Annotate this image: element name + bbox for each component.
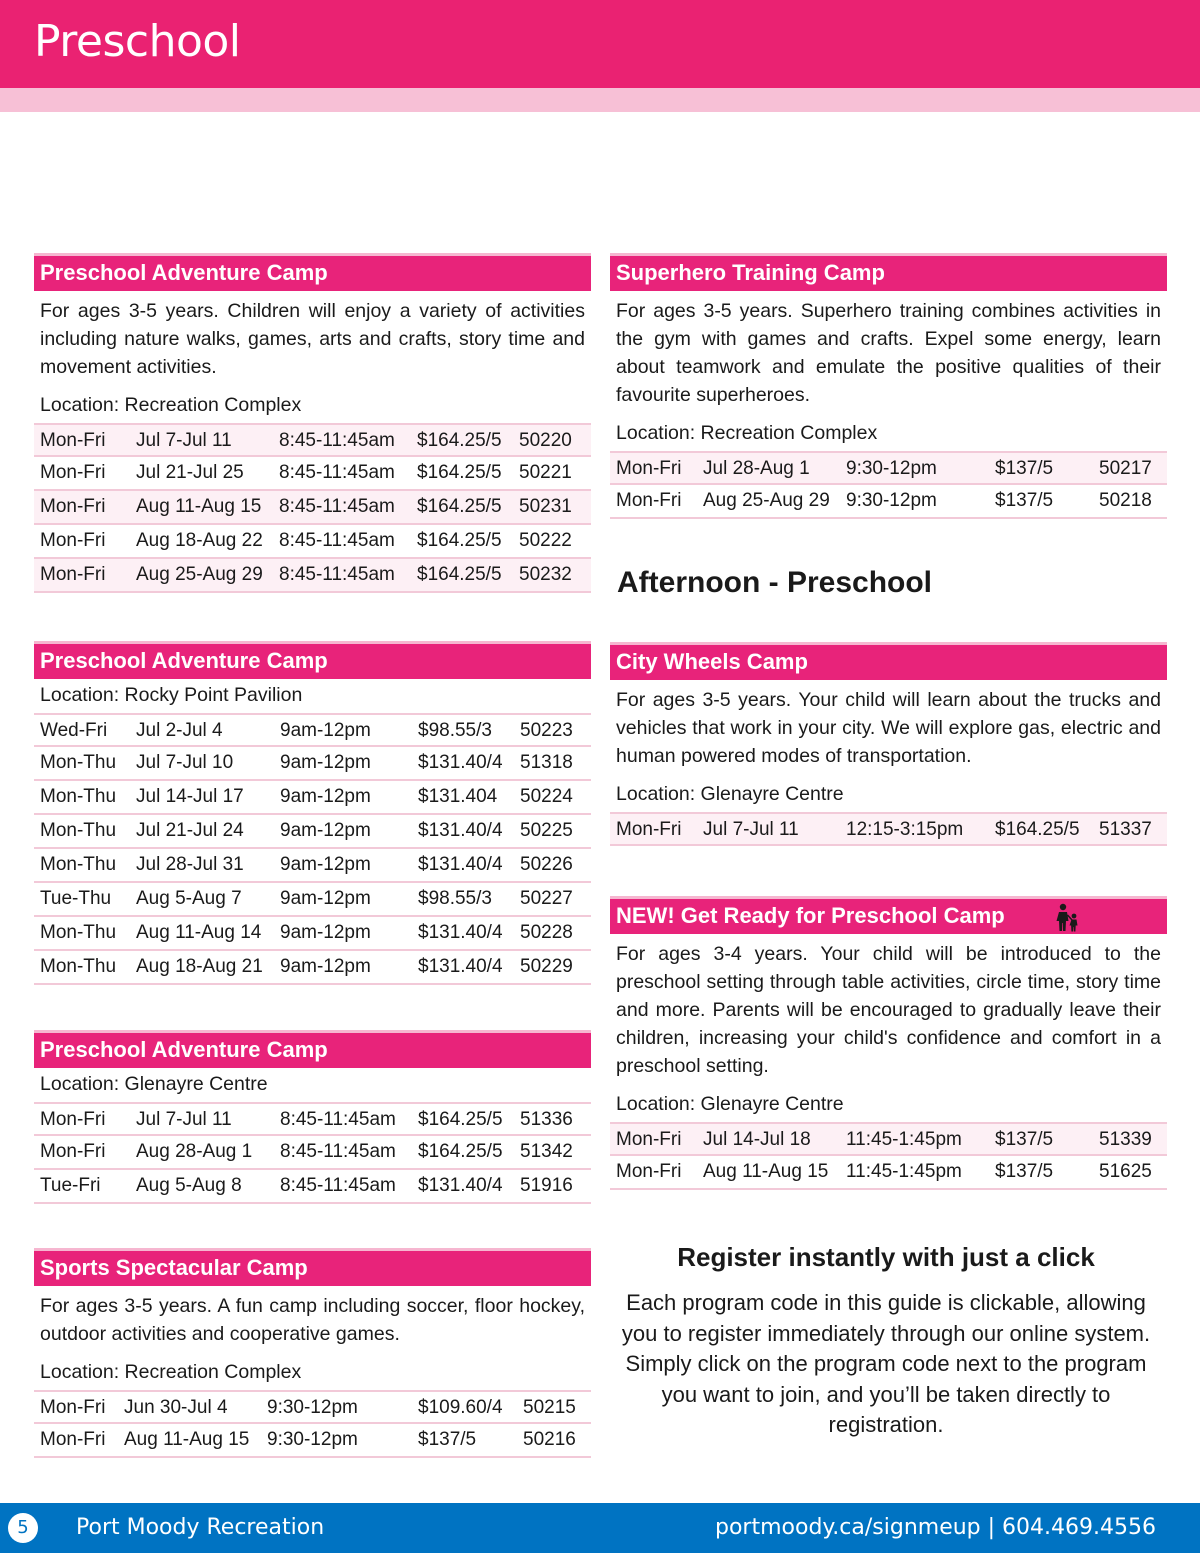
days-cell: Mon-Thu [40,820,117,841]
program-code-link[interactable]: 50232 [519,564,572,585]
days-cell: Mon-Thu [40,786,117,807]
days-cell: Mon-Fri [616,819,682,840]
program-code-link[interactable]: 50220 [519,430,572,451]
camp-preschool-adventure-rocky-point [34,641,591,985]
camp-description: For ages 3-5 years. Superhero training combines activities in the gym with games and crafts. Expel some energy, learn about teamwork and emulate the positive qualities of their favourite superheroes. [616,300,1161,406]
camp-location: Location: Recreation Complex [616,422,878,444]
dates-cell: Jul 21-Jul 24 [136,820,244,841]
camp-city-wheels [610,642,1167,846]
fee-cell: $164.25/5 [417,430,502,451]
register-callout [612,1240,1160,1441]
dates-cell: Jul 21-Jul 25 [136,462,244,483]
fee-cell: $131.40/4 [418,854,503,875]
dates-cell: Aug 11-Aug 14 [136,922,262,943]
time-cell: 8:45-11:45am [280,1141,396,1162]
schedule-table [34,423,591,593]
days-cell: Mon-Fri [40,430,106,451]
time-cell: 8:45-11:45am [280,1175,396,1196]
fee-cell: $137/5 [995,1161,1054,1182]
time-cell: 9:30-12pm [267,1397,358,1418]
days-cell: Mon-Fri [616,458,682,479]
camp-title: Superhero Training Camp [610,253,1167,291]
schedule-table [610,451,1167,519]
dates-cell: Jul 14-Jul 17 [136,786,244,807]
parent-child-icon [1055,903,1081,933]
days-cell: Mon-Fri [616,1129,682,1150]
time-cell: 9am-12pm [280,786,371,807]
camp-title: Preschool Adventure Camp [34,641,591,679]
schedule-row [610,1156,1167,1190]
schedule-row [34,1102,591,1136]
time-cell: 8:45-11:45am [279,564,395,585]
dates-cell: Jul 2-Jul 4 [136,720,223,741]
time-cell: 9am-12pm [280,752,371,773]
program-code-link[interactable]: 50218 [1099,490,1152,511]
time-cell: 8:45-11:45am [279,462,395,483]
schedule-row [34,883,591,917]
dates-cell: Aug 25-Aug 29 [703,490,830,511]
dates-cell: Jul 28-Aug 1 [703,458,810,479]
dates-cell: Aug 18-Aug 22 [136,530,263,551]
schedule-row [34,423,591,457]
program-code-link[interactable]: 50222 [519,530,572,551]
schedule-row [34,1136,591,1170]
days-cell: Wed-Fri [40,720,108,741]
fee-cell: $131.40/4 [418,820,503,841]
fee-cell: $131.404 [418,786,498,807]
fee-cell: $131.40/4 [418,752,503,773]
schedule-row [34,747,591,781]
time-cell: 9am-12pm [280,956,371,977]
program-code-link[interactable]: 50217 [1099,458,1152,479]
schedule-row [34,1390,591,1424]
camp-title: City Wheels Camp [610,642,1167,680]
time-cell: 9am-12pm [280,820,371,841]
fee-cell: $109.60/4 [418,1397,503,1418]
fee-cell: $98.55/3 [418,720,492,741]
schedule-row [34,1424,591,1458]
schedule-row [610,812,1167,846]
fee-cell: $98.55/3 [418,888,492,909]
schedule-row [34,917,591,951]
schedule-row [34,1170,591,1204]
fee-cell: $164.25/5 [417,462,502,483]
days-cell: Mon-Thu [40,854,117,875]
time-cell: 8:45-11:45am [279,530,395,551]
program-code-link[interactable]: 50227 [520,888,573,909]
time-cell: 9:30-12pm [846,458,937,479]
dates-cell: Jul 7-Jul 11 [136,430,232,451]
schedule-table [34,713,591,985]
program-code-link[interactable]: 50225 [520,820,573,841]
time-cell: 9am-12pm [280,888,371,909]
camp-preschool-adventure-glenayre [34,1030,591,1204]
fee-cell: $164.25/5 [418,1109,503,1130]
camp-location: Location: Glenayre Centre [40,1073,268,1095]
camp-description: For ages 3-4 years. Your child will be introduced to the preschool setting through table activities, circle time, story time and more. Parents will be encouraged to gradually leave their children, increasing your child's confidence and comfort in a preschool setting. [616,943,1161,1077]
afternoon-section-title: Afternoon - Preschool [617,566,933,599]
camp-title: Sports Spectacular Camp [34,1248,591,1286]
days-cell: Mon-Thu [40,956,117,977]
time-cell: 9:30-12pm [267,1429,358,1450]
fee-cell: $164.25/5 [995,819,1080,840]
time-cell: 12:15-3:15pm [846,819,964,840]
schedule-row [34,849,591,883]
time-cell: 9am-12pm [280,720,371,741]
days-cell: Mon-Thu [40,752,117,773]
camp-location: Location: Recreation Complex [40,1361,302,1383]
time-cell: 9am-12pm [280,854,371,875]
camp-superhero-training [610,253,1167,519]
schedule-row [34,559,591,593]
footer-contact-link[interactable]: portmoody.ca/signmeup | 604.469.4556 [715,1515,1156,1540]
program-code-link[interactable]: 51318 [520,752,573,773]
schedule-row [610,485,1167,519]
fee-cell: $131.40/4 [418,956,503,977]
camp-description: For ages 3-5 years. Children will enjoy a variety of activities including nature walks, games, arts and crafts, story time and movement activities. [40,300,585,378]
program-code-link[interactable]: 50229 [520,956,573,977]
camp-title-bar [610,896,1167,934]
days-cell: Mon-Fri [40,1109,106,1130]
page-title: Preschool [34,16,241,67]
camp-description: For ages 3-5 years. Your child will learn about the trucks and vehicles that work in your city. We will explore gas, electric and human powered modes of transportation. [616,689,1161,767]
camp-title: NEW! Get Ready for Preschool Camp [616,903,1005,928]
program-code-link[interactable]: 51625 [1099,1161,1152,1182]
program-code-link[interactable]: 50226 [520,854,573,875]
program-code-link[interactable]: 50223 [520,720,573,741]
time-cell: 11:45-1:45pm [846,1161,962,1182]
dates-cell: Aug 11-Aug 15 [136,496,262,517]
time-cell: 9am-12pm [280,922,371,943]
time-cell: 8:45-11:45am [280,1109,396,1130]
schedule-row [34,525,591,559]
fee-cell: $164.25/5 [417,496,502,517]
page-footer [0,1503,1200,1553]
dates-cell: Aug 11-Aug 15 [124,1429,250,1450]
camp-location: Location: Recreation Complex [40,394,302,416]
camp-preschool-adventure-recreation [34,253,591,593]
page-number: 5 [8,1513,38,1543]
camp-location: Location: Rocky Point Pavilion [40,684,303,706]
dates-cell: Jul 14-Jul 18 [703,1129,811,1150]
dates-cell: Aug 5-Aug 8 [136,1175,242,1196]
dates-cell: Jul 7-Jul 11 [136,1109,232,1130]
program-code-link[interactable]: 51916 [520,1175,573,1196]
dates-cell: Aug 11-Aug 15 [703,1161,829,1182]
days-cell: Mon-Fri [40,1429,106,1450]
register-heading: Register instantly with just a click [677,1242,1095,1272]
fee-cell: $137/5 [995,458,1054,479]
schedule-row [34,457,591,491]
dates-cell: Jul 28-Jul 31 [136,854,244,875]
program-code-link[interactable]: 50221 [519,462,572,483]
fee-cell: $164.25/5 [417,530,502,551]
days-cell: Mon-Fri [616,1161,682,1182]
dates-cell: Jul 7-Jul 10 [136,752,234,773]
days-cell: Mon-Fri [40,530,106,551]
banner-stripe [0,88,1200,112]
program-code-link[interactable]: 50216 [523,1429,576,1450]
schedule-row [34,491,591,525]
dates-cell: Aug 25-Aug 29 [136,564,263,585]
program-code-link[interactable]: 51337 [1099,819,1152,840]
days-cell: Mon-Fri [40,1141,106,1162]
camp-location: Location: Glenayre Centre [616,1093,844,1115]
dates-cell: Jun 30-Jul 4 [124,1397,228,1418]
fee-cell: $164.25/5 [418,1141,503,1162]
camp-title: Preschool Adventure Camp [34,1030,591,1068]
dates-cell: Aug 28-Aug 1 [136,1141,253,1162]
fee-cell: $137/5 [995,1129,1054,1150]
days-cell: Tue-Fri [40,1175,101,1196]
schedule-table [610,812,1167,846]
days-cell: Tue-Thu [40,888,112,909]
camp-title: Preschool Adventure Camp [34,253,591,291]
schedule-row [610,451,1167,485]
days-cell: Mon-Fri [40,462,106,483]
time-cell: 11:45-1:45pm [846,1129,962,1150]
schedule-table [34,1102,591,1204]
time-cell: 9:30-12pm [846,490,937,511]
fee-cell: $137/5 [995,490,1054,511]
schedule-row [34,815,591,849]
program-code-link[interactable]: 51336 [520,1109,573,1130]
days-cell: Mon-Fri [40,1397,106,1418]
schedule-table [610,1122,1167,1190]
schedule-row [610,1122,1167,1156]
page-banner [0,0,1200,88]
days-cell: Mon-Fri [616,490,682,511]
days-cell: Mon-Fri [40,496,106,517]
program-code-link[interactable]: 50231 [519,496,572,517]
footer-org-name: Port Moody Recreation [76,1515,325,1540]
schedule-row [34,713,591,747]
register-body: Each program code in this guide is clickable, allowing you to register immediately through our online system. Simply click on the program code next to the program you want to join, and you’ll be taken directly to registration. [621,1290,1151,1437]
dates-cell: Aug 18-Aug 21 [136,956,263,977]
dates-cell: Aug 5-Aug 7 [136,888,242,909]
days-cell: Mon-Thu [40,922,117,943]
program-code-link[interactable]: 50228 [520,922,573,943]
camp-sports-spectacular [34,1248,591,1458]
fee-cell: $164.25/5 [417,564,502,585]
dates-cell: Jul 7-Jul 11 [703,819,799,840]
program-code-link[interactable]: 50224 [520,786,573,807]
program-code-link[interactable]: 51339 [1099,1129,1152,1150]
days-cell: Mon-Fri [40,564,106,585]
fee-cell: $131.40/4 [418,922,503,943]
program-code-link[interactable]: 50215 [523,1397,576,1418]
fee-cell: $137/5 [418,1429,477,1450]
schedule-row [34,951,591,985]
time-cell: 8:45-11:45am [279,430,395,451]
camp-location: Location: Glenayre Centre [616,783,844,805]
fee-cell: $131.40/4 [418,1175,503,1196]
schedule-row [34,781,591,815]
time-cell: 8:45-11:45am [279,496,395,517]
camp-description: For ages 3-5 years. A fun camp including soccer, floor hockey, outdoor activities and cooperative games. [40,1295,585,1345]
schedule-table [34,1390,591,1458]
camp-get-ready-for-preschool [610,896,1167,1190]
program-code-link[interactable]: 51342 [520,1141,573,1162]
